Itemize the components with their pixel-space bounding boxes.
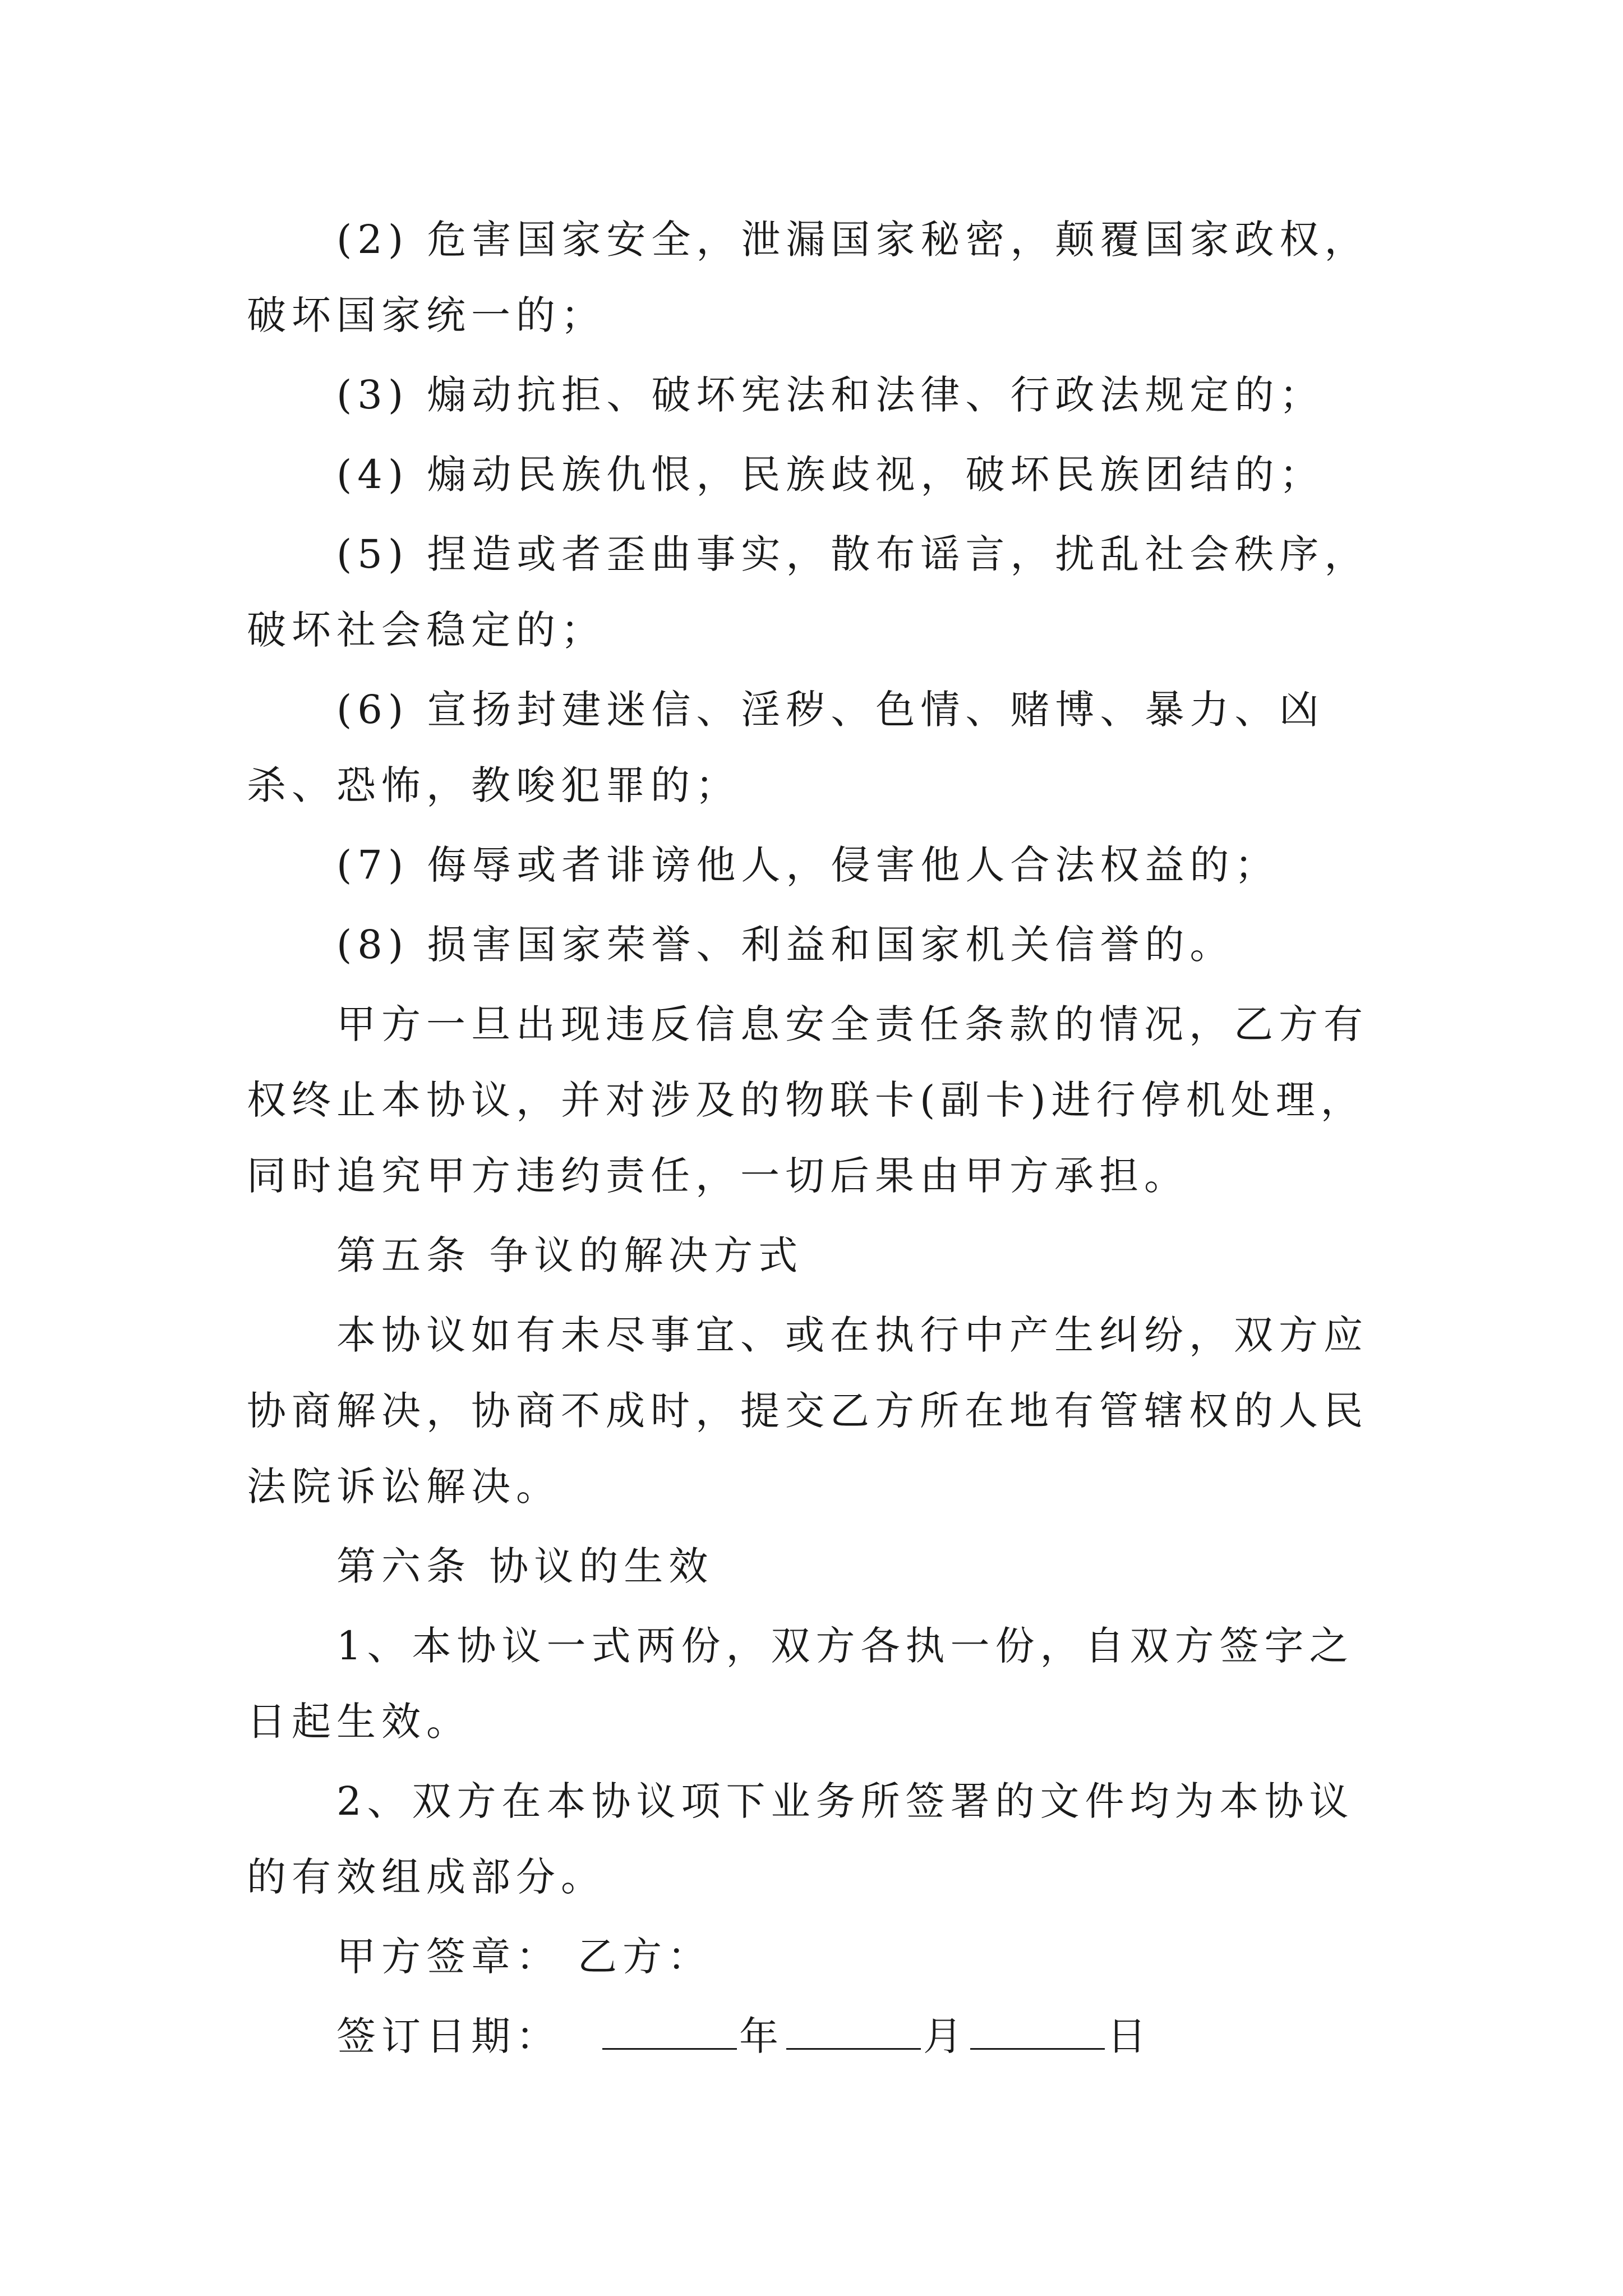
clause-item-5: (5) 捏造或者歪曲事实，散布谣言，扰乱社会秩序，破坏社会稳定的； xyxy=(247,531,1370,653)
effect-item-1: 1、本协议一式两份，双方各执一份，自双方签字之日起生效。 xyxy=(247,1623,1354,1745)
party-a-signature-label: 甲方签章： xyxy=(336,1934,561,1980)
month-blank xyxy=(786,2014,921,2050)
party-b-label: 乙方： xyxy=(578,1934,712,1980)
dispute-paragraph: 本协议如有未尽事宜、或在执行中产生纠纷，双方应协商解决，协商不成时，提交乙方所在地有管辖权的人民法院诉讼解决。 xyxy=(247,1312,1368,1510)
day-blank xyxy=(970,2014,1105,2050)
clause-item-8: (8) 损害国家荣誉、利益和国家机关信誉的。 xyxy=(336,922,1235,968)
clause-item-2: (2) 危害国家安全，泄漏国家秘密，颠覆国家政权，破坏国家统一的； xyxy=(247,217,1370,338)
year-blank xyxy=(602,2014,737,2050)
breach-paragraph: 甲方一旦出现违反信息安全责任条款的情况，乙方有权终止本协议，并对涉及的物联卡(副卡)进行停机处理，同时追究甲方违约责任，一切后果由甲方承担。 xyxy=(247,1001,1368,1199)
month-label: 月 xyxy=(923,2013,968,2059)
year-label: 年 xyxy=(739,2013,784,2059)
effect-item-2: 2、双方在本协议项下业务所签署的文件均为本协议的有效组成部分。 xyxy=(247,1778,1354,1900)
clause-item-3: (3) 煽动抗拒、破坏宪法和法律、行政法规定的； xyxy=(336,372,1325,418)
article-5-heading: 第五条 争议的解决方式 xyxy=(336,1232,804,1278)
document-body xyxy=(247,202,1391,2078)
clause-item-6: (6) 宣扬封建迷信、淫秽、色情、赌博、暴力、凶杀、恐怖，教唆犯罪的； xyxy=(247,687,1325,808)
signing-date-label: 签订日期： xyxy=(336,2013,561,2059)
day-label: 日 xyxy=(1107,2013,1152,2059)
signature-row xyxy=(247,1919,1391,1995)
article-6-heading: 第六条 协议的生效 xyxy=(336,1543,714,1589)
clause-item-7: (7) 侮辱或者诽谤他人，侵害他人合法权益的； xyxy=(336,842,1280,888)
signing-date-row xyxy=(247,1999,1391,2074)
clause-item-4: (4) 煽动民族仇恨，民族歧视，破坏民族团结的； xyxy=(336,452,1325,498)
